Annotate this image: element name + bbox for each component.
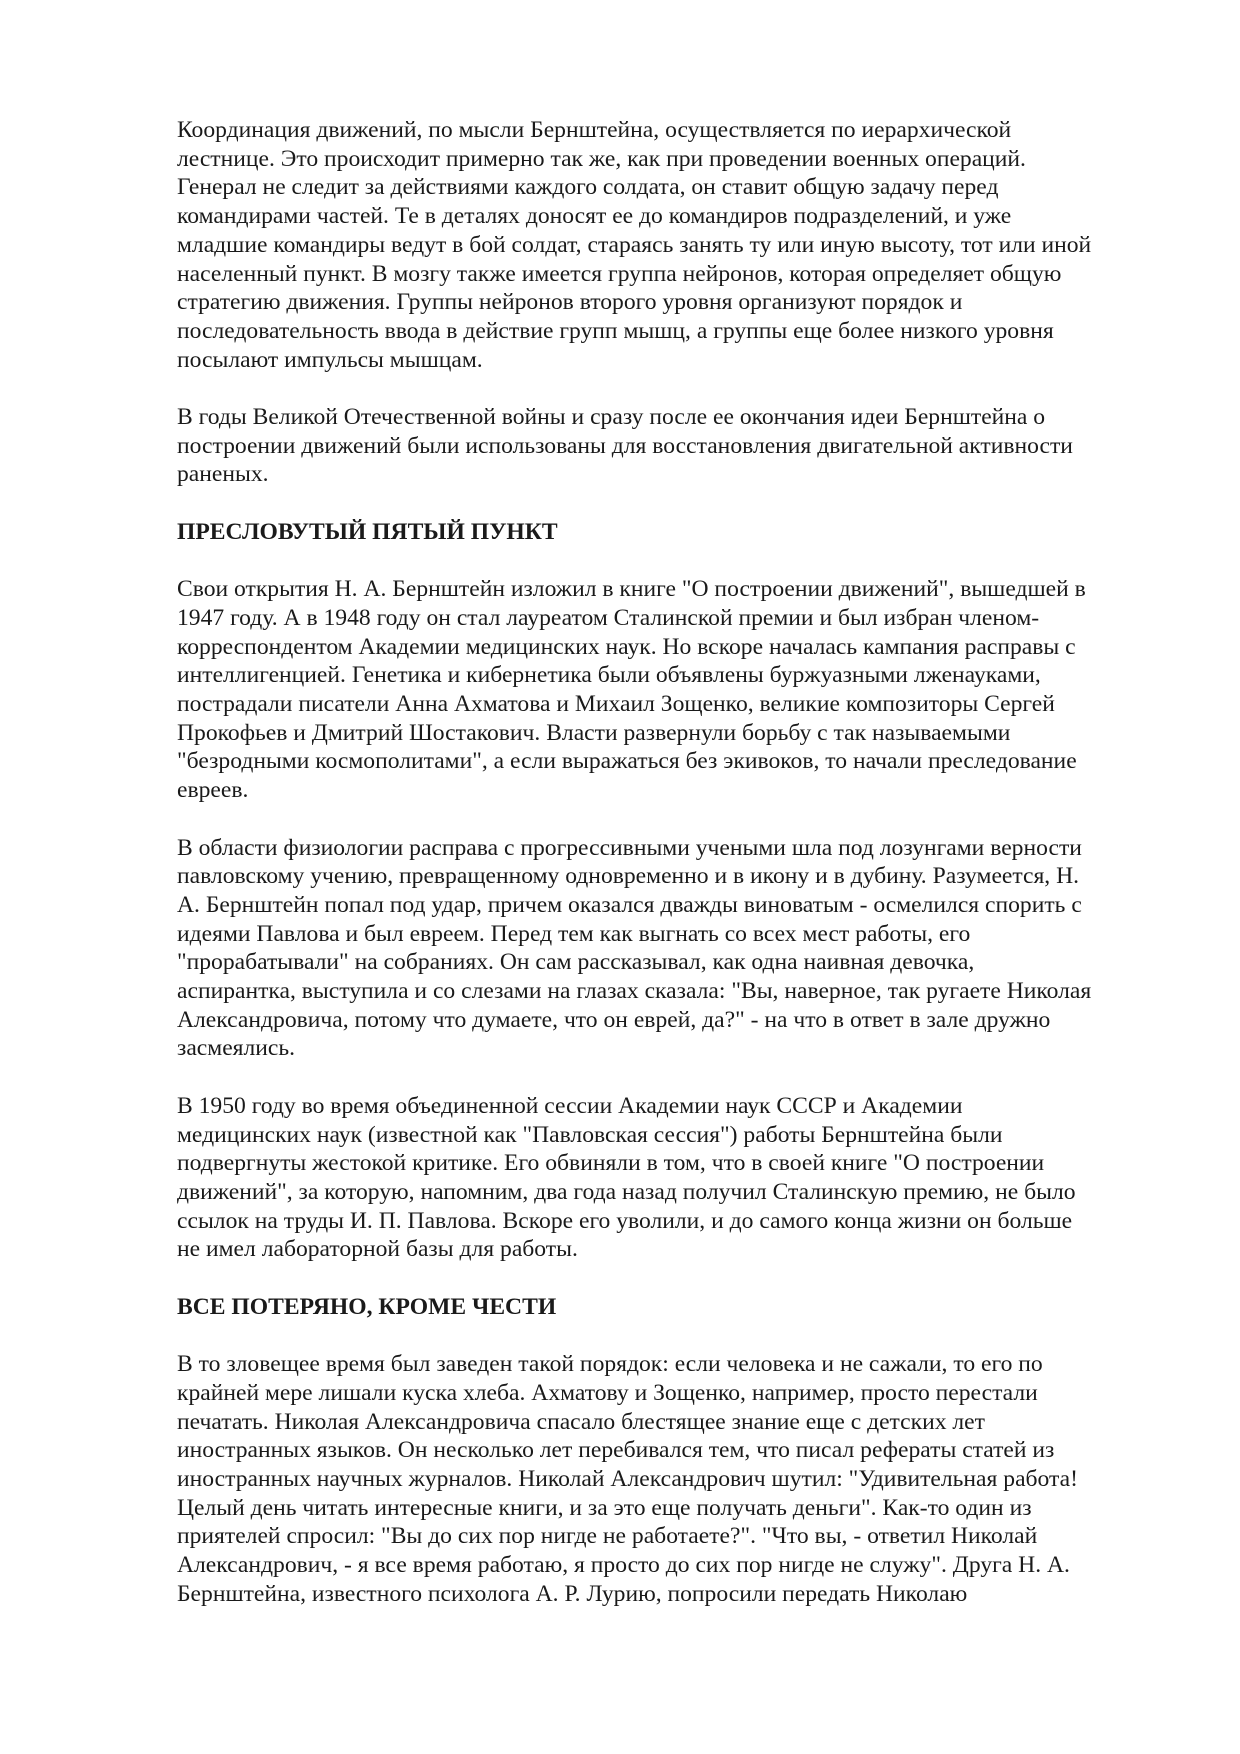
section-heading-all-lost: ВСЕ ПОТЕРЯНО, КРОМЕ ЧЕСТИ <box>177 1293 557 1320</box>
paragraph-physiology <box>177 834 1162 1064</box>
text-line: 1947 году. А в 1948 году он стал лауреатом Сталинской премии и был избран членом- <box>177 604 1040 631</box>
text-line: евреев. <box>177 777 249 804</box>
text-line: Координация движений, по мысли Бернштейна, осуществляется по иерархической <box>177 117 1012 143</box>
text-line: Генерал не следит за действиями каждого солдата, он ставит общую задачу перед <box>177 174 999 201</box>
text-line: лестнице. Это происходит примерно так же, как при проведении военных операций. <box>177 145 1026 172</box>
text-line: Свои открытия Н. А. Бернштейн изложил в книге "О построении движений", вышедшей в <box>177 576 1086 603</box>
paragraph-war-years <box>177 403 1162 489</box>
text-line: В годы Великой Отечественной войны и сразу после ее окончания идеи Бернштейна о <box>177 404 1046 431</box>
text-line: крайней мере лишали куска хлеба. Ахматову и Зощенко, например, просто перестали <box>177 1379 1038 1406</box>
section-heading-fifth-point: ПРЕСЛОВУТЫЙ ПЯТЫЙ ПУНКТ <box>177 518 558 545</box>
text-line: командирами частей. Те в деталях доносят ее до командиров подразделений, и уже <box>177 203 1012 230</box>
text-line: Александровича, потому что думаете, что он еврей, да?" - на что в ответ в зале дружно <box>177 1006 1051 1033</box>
text-line: Бернштейна, известного психолога А. Р. Лурию, попросили передать Николаю <box>177 1580 968 1607</box>
paragraph-discoveries <box>177 575 1162 805</box>
paragraph-ominous-time <box>177 1350 1162 1608</box>
text-line: посылают импульсы мышцам. <box>177 346 483 373</box>
text-line: ссылок на труды И. П. Павлова. Вскоре его уволили, и до самого конца жизни он больше <box>177 1207 1073 1234</box>
text-line: населенный пункт. В мозгу также имеется группа нейронов, которая определяет общую <box>177 260 1062 287</box>
text-line: "безродными космополитами", а если выражаться без экивоков, то начали преследование <box>177 748 1077 775</box>
text-line: иностранных научных журналов. Николай Александрович шутил: "Удивительная работа! <box>177 1465 1078 1492</box>
text-line: раненых. <box>177 461 269 488</box>
text-line: павловскому учению, превращенному одновременно и в икону и в дубину. Разумеется, Н. <box>177 863 1080 890</box>
text-line: идеями Павлова и был евреем. Перед тем как выгнать со всех мест работы, его <box>177 920 971 947</box>
text-line: не имел лабораторной базы для работы. <box>177 1236 578 1263</box>
text-line: движений", за которую, напомним, два года назад получил Сталинскую премию, не было <box>177 1178 1076 1205</box>
paragraph-coordination <box>177 116 1162 374</box>
text-line: "прорабатывали" на собраниях. Он сам рассказывал, как одна наивная девочка, <box>177 949 975 976</box>
document-body <box>177 116 1162 1637</box>
text-line: последовательность ввода в действие групп мышц, а группы еще более низкого уровня <box>177 317 1054 344</box>
text-line: младшие командиры ведут в бой солдат, стараясь занять ту или иную высоту, тот или иной <box>177 231 1092 258</box>
text-line: В 1950 году во время объединенной сессии Академии наук СССР и Академии <box>177 1092 963 1119</box>
text-line: Александрович, - я все время работаю, я просто до сих пор нигде не служу". Друга Н. А. <box>177 1552 1070 1579</box>
text-line: построении движений были использованы для восстановления двигательной активности <box>177 432 1073 459</box>
paragraph-pavlov-session <box>177 1092 1162 1264</box>
text-line: аспирантка, выступила и со слезами на глазах сказала: "Вы, наверное, так ругаете Николая <box>177 978 1092 1005</box>
text-line: А. Бернштейн попал под удар, причем оказался дважды виноватым - осмелился спорить с <box>177 891 1082 918</box>
text-line: печатать. Николая Александровича спасало блестящее знание еще с детских лет <box>177 1408 985 1435</box>
text-line: интеллигенцией. Генетика и кибернетика были объявлены буржуазными лженауками, <box>177 662 1041 689</box>
text-line: Целый день читать интересные книги, и за это еще получать деньги". Как-то один из <box>177 1494 1032 1521</box>
text-line: засмеялись. <box>177 1035 296 1062</box>
text-line: В области физиологии расправа с прогрессивными учеными шла под лозунгами верности <box>177 834 1082 861</box>
text-line: В то зловещее время был заведен такой порядок: если человека и не сажали, то его по <box>177 1351 1043 1378</box>
text-line: стратегию движения. Группы нейронов второго уровня организуют порядок и <box>177 289 963 316</box>
text-line: приятелей спросил: "Вы до сих пор нигде не работаете?". "Что вы, - ответил Николай <box>177 1523 1038 1550</box>
text-line: Прокофьев и Дмитрий Шостакович. Власти развернули борьбу с так называемыми <box>177 719 1011 746</box>
text-line: подвергнуты жестокой критике. Его обвиняли в том, что в своей книге "О построении <box>177 1150 1045 1177</box>
text-line: медицинских наук (известной как "Павловская сессия") работы Бернштейна были <box>177 1121 1003 1148</box>
text-line: иностранных языков. Он несколько лет перебивался тем, что писал рефераты статей из <box>177 1437 1055 1464</box>
text-line: корреспондентом Академии медицинских наук. Но вскоре началась кампания расправы с <box>177 633 1076 660</box>
text-line: пострадали писатели Анна Ахматова и Михаил Зощенко, великие композиторы Сергей <box>177 691 1055 718</box>
